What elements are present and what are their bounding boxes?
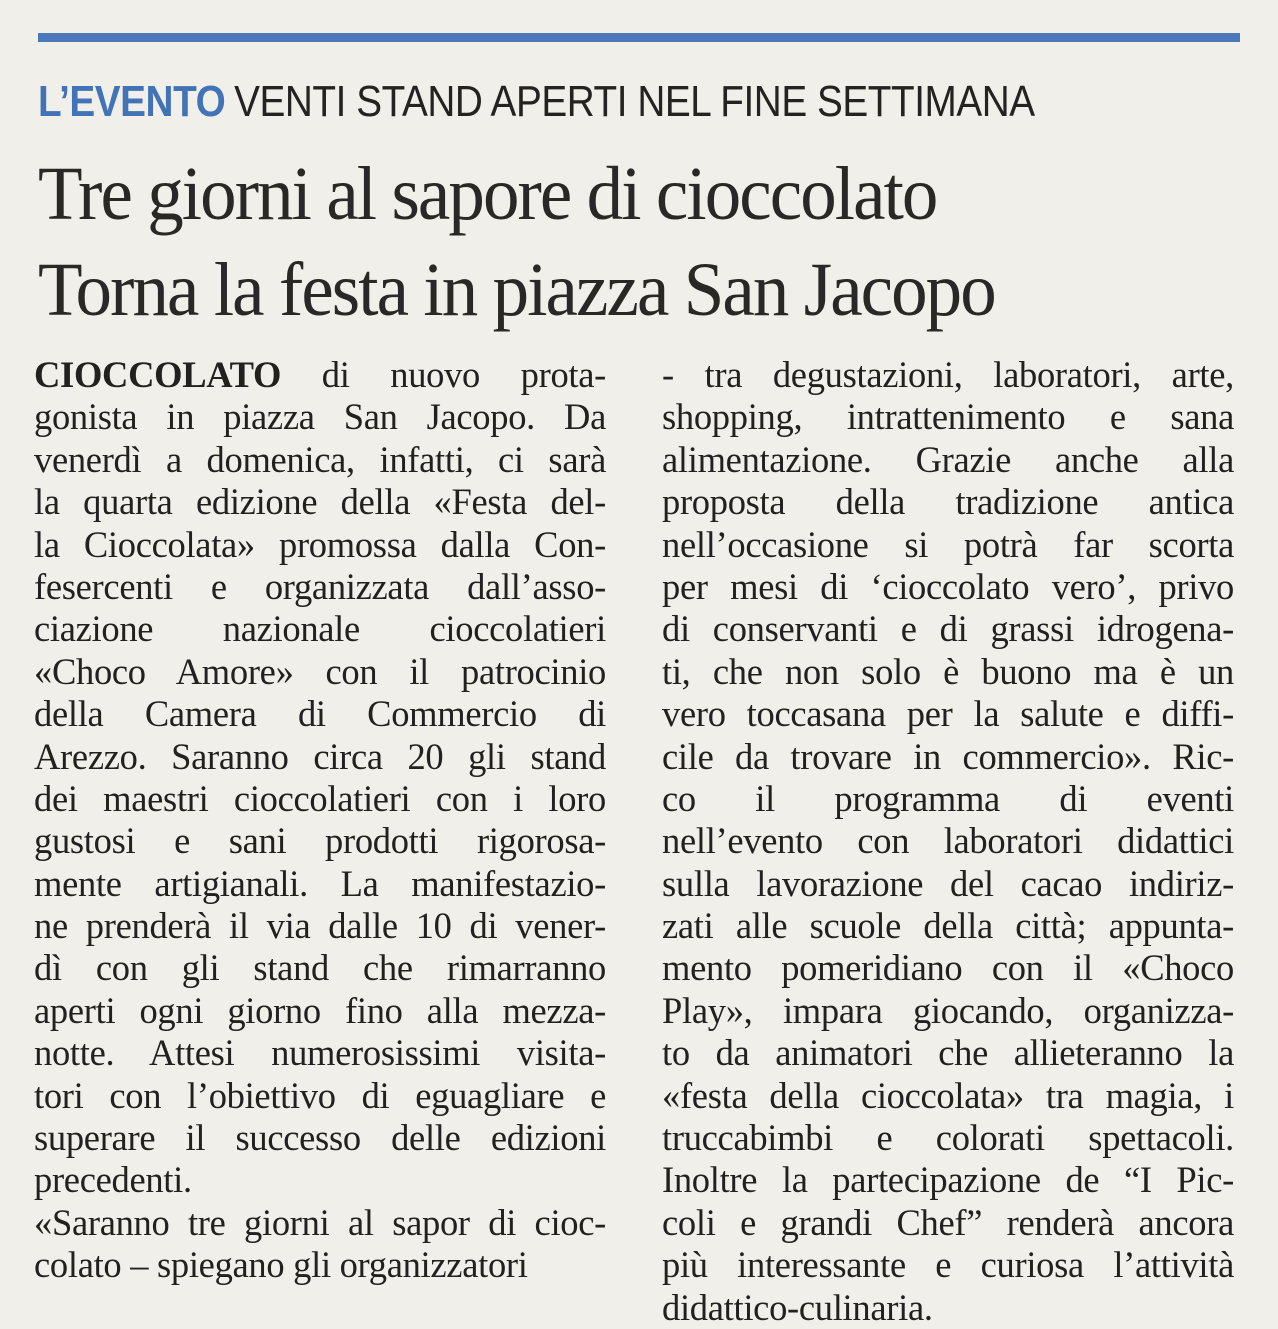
article-line [34, 1075, 606, 1117]
article-line-text: dì con gli stand che rimarranno [34, 947, 606, 989]
article-line-text: «festa della cioccolata» tra magia, i [662, 1074, 1234, 1116]
article-line [662, 566, 1234, 608]
article-line-text: la quarta edizione della «Festa del- [34, 481, 606, 523]
article-line [34, 863, 606, 905]
article-line [662, 396, 1234, 438]
article-line [34, 990, 606, 1032]
article-line-text: to da animatori che allieteranno la [662, 1032, 1234, 1074]
article-line-text: precedenti. [34, 1159, 192, 1201]
article-line-text: cile da trovare in commercio». Ric- [662, 735, 1234, 777]
article-line-text: ciazione nazionale cioccolatieri [34, 608, 606, 650]
article-line [34, 905, 606, 947]
article-line-text: notte. Attesi numerosissimi visita- [34, 1032, 606, 1074]
article-line [662, 736, 1234, 778]
article-line-text: Play», impara giocando, organizza- [662, 989, 1234, 1031]
article-line-text: proposta della tradizione antica [662, 481, 1234, 523]
article-line [662, 1159, 1234, 1201]
article-line [34, 1159, 606, 1201]
article-line-text: di nuovo prota- [281, 354, 606, 395]
article-line-text: della Camera di Commercio di [34, 693, 606, 735]
article-column-right [662, 354, 1234, 1329]
article-line-text: «Choco Amore» con il patrocinio [34, 650, 606, 692]
lead-word: CIOCCOLATO [34, 354, 282, 395]
article-line-text: vero toccasana per la salute e diffi- [662, 693, 1234, 735]
article-line [34, 481, 606, 523]
article-line-text: truccabimbi e colorati spettacoli. [662, 1117, 1234, 1159]
headline [38, 146, 1258, 338]
article-line [662, 1075, 1234, 1117]
kicker [38, 72, 1103, 132]
article-line-text: alimentazione. Grazie anche alla [662, 438, 1234, 480]
article-line [34, 396, 606, 438]
article-line-text: didattico-culinaria. [662, 1286, 933, 1328]
article-line [662, 947, 1234, 989]
article-line-text: zati alle scuole della città; appunta- [662, 905, 1234, 947]
article-line [662, 1202, 1234, 1244]
article-line [662, 693, 1234, 735]
article-line [662, 651, 1234, 693]
article-line-text: co il programma di eventi [662, 777, 1234, 819]
article-line-text: mente artigianali. La manifestazio- [34, 862, 606, 904]
article-line [34, 566, 606, 608]
headline-line-1: Tre giorni al sapore di cioccolato [38, 152, 937, 236]
article-line-text: mento pomeridiano con il «Choco [662, 947, 1234, 989]
article-line [662, 1117, 1234, 1159]
article-line [34, 1032, 606, 1074]
article-line-text: sulla lavorazione del cacao indiriz- [662, 862, 1234, 904]
article-line [662, 524, 1234, 566]
article-line [34, 778, 606, 820]
article-line-text: ti, che non solo è buono ma è un [662, 650, 1234, 692]
article-line-text: gonista in piazza San Jacopo. Da [34, 396, 606, 438]
article-line-text: - tra degustazioni, laboratori, arte, [662, 354, 1234, 395]
article-line [662, 778, 1234, 820]
article-line [34, 820, 606, 862]
article-line-text: coli e grandi Chef” renderà ancora [662, 1201, 1234, 1243]
article-line-text: Arezzo. Saranno circa 20 gli stand [34, 735, 606, 777]
article-line [662, 863, 1234, 905]
article-line-text: aperti ogni giorno fino alla mezza- [34, 989, 606, 1031]
article-line [34, 524, 606, 566]
article-line [662, 1244, 1234, 1286]
article-line [662, 820, 1234, 862]
article-line [662, 481, 1234, 523]
article-line-text: Inoltre la partecipazione de “I Pic- [662, 1159, 1234, 1201]
article-line [662, 990, 1234, 1032]
kicker-tag: L’EVENTO [38, 77, 226, 126]
article-line-text: superare il successo delle edizioni [34, 1117, 606, 1159]
article-column-left [34, 354, 606, 1287]
article-line-text: fesercenti e organizzata dall’asso- [34, 565, 606, 607]
article-line-text: nell’evento con laboratori didattici [662, 820, 1234, 862]
article-line-text: dei maestri cioccolatieri con i loro [34, 777, 606, 819]
article-line [34, 439, 606, 481]
article-line [662, 905, 1234, 947]
article-line-text: venerdì a domenica, infatti, ci sarà [34, 438, 606, 480]
top-rule [38, 33, 1240, 42]
article-line [34, 1244, 606, 1286]
article-line [662, 1287, 1234, 1329]
article-line-text: shopping, intrattenimento e sana [662, 396, 1234, 438]
article-line-text: gustosi e sani prodotti rigorosa- [34, 820, 606, 862]
article-line-text: di conservanti e di grassi idrogena- [662, 608, 1234, 650]
article-line [34, 1202, 606, 1244]
article-line [34, 354, 606, 396]
article-line-text: la Cioccolata» promossa dalla Con- [34, 523, 606, 565]
article-line [662, 608, 1234, 650]
article-line [662, 354, 1234, 396]
article-line-text: per mesi di ‘cioccolato vero’, privo [662, 565, 1234, 607]
article-line-text: ne prenderà il via dalle 10 di vener- [34, 905, 606, 947]
article-line-text: colato – spiegano gli organizzatori [34, 1244, 528, 1286]
article-line [34, 1117, 606, 1159]
article-line [662, 439, 1234, 481]
kicker-subtitle: VENTI STAND APERTI NEL FINE SETTIMANA [234, 77, 1035, 126]
article-line [34, 608, 606, 650]
headline-line-2: Torna la festa in piazza San Jacopo [38, 248, 995, 332]
article-line-text: più interessante e curiosa l’attività [662, 1244, 1234, 1286]
article-line-text: «Saranno tre giorni al sapor di cioc- [34, 1201, 606, 1243]
article-line [34, 651, 606, 693]
article-line [34, 736, 606, 778]
article-line [662, 1032, 1234, 1074]
article-line [34, 693, 606, 735]
article-line-text: nell’occasione si potrà far scorta [662, 523, 1234, 565]
article-line [34, 947, 606, 989]
article-line-text: tori con l’obiettivo di eguagliare e [34, 1074, 606, 1116]
